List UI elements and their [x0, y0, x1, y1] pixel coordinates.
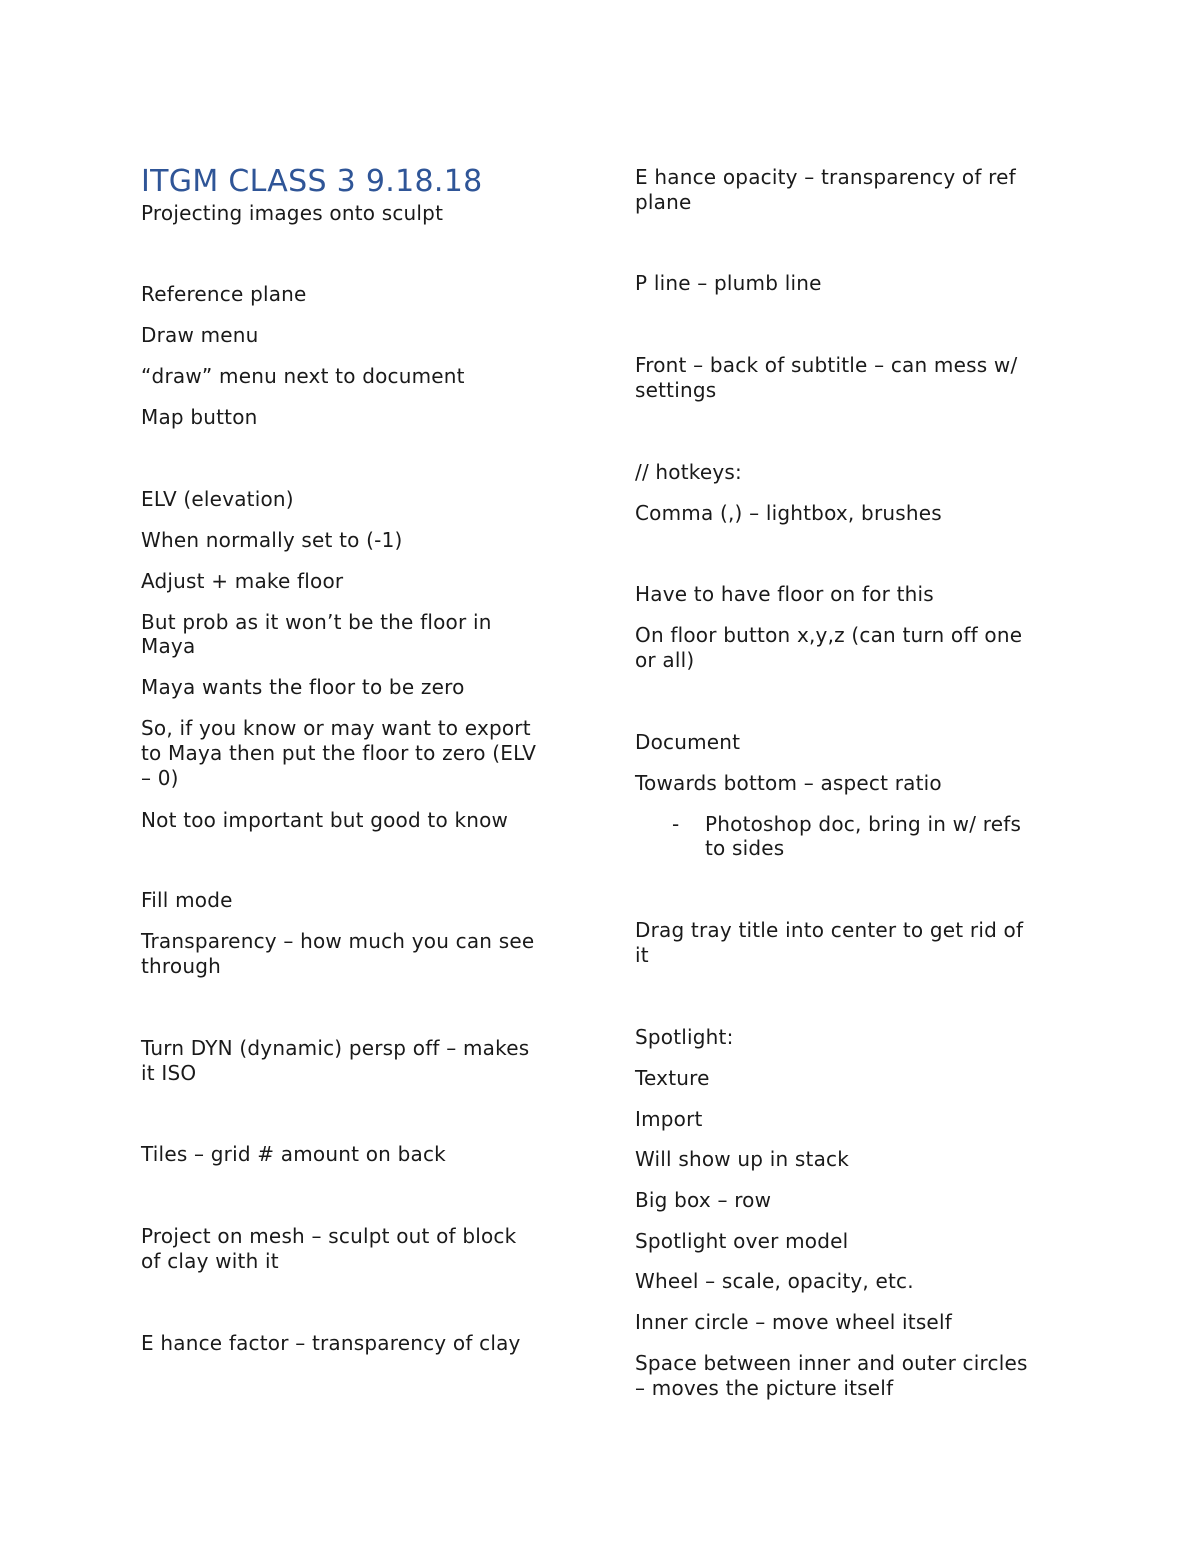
note-line: Draw menu [141, 323, 259, 347]
note-line: P line – plumb line [635, 271, 822, 295]
note-line: Wheel – scale, opacity, etc. [635, 1269, 914, 1293]
note-line: plane [635, 190, 692, 214]
note-line: Maya wants the floor to be zero [141, 675, 465, 699]
note-line: Turn DYN (dynamic) persp off – makes [141, 1036, 530, 1060]
note-line: Adjust + make floor [141, 569, 344, 593]
bullet-line: Photoshop doc, bring in w/ refs [705, 812, 1022, 836]
note-line: – 0) [141, 766, 179, 790]
note-line: it [635, 943, 649, 967]
note-line: // hotkeys: [635, 460, 742, 484]
note-line: When normally set to (-1) [141, 528, 403, 552]
note-line: Drag tray title into center to get rid of [635, 918, 1024, 942]
note-line: Reference plane [141, 282, 307, 306]
note-line: of clay with it [141, 1249, 279, 1273]
note-line: Will show up in stack [635, 1147, 850, 1171]
note-line: Have to have floor on for this [635, 582, 934, 606]
bullet-line: to sides [705, 836, 785, 860]
note-line: Import [635, 1107, 703, 1131]
note-line: Towards bottom – aspect ratio [635, 771, 942, 795]
note-line: “draw” menu next to document [141, 364, 465, 388]
subtitle-line: Projecting images onto sculpt [141, 201, 444, 225]
note-line: Inner circle – move wheel itself [635, 1310, 952, 1334]
note-line: ELV (elevation) [141, 487, 294, 511]
note-line: Transparency – how much you can see [141, 929, 535, 953]
note-line: or all) [635, 648, 695, 672]
note-line: it ISO [141, 1061, 197, 1085]
note-line: Front – back of subtitle – can mess w/ [635, 353, 1018, 377]
note-line: Fill mode [141, 888, 233, 912]
note-line: Tiles – grid # amount on back [141, 1142, 446, 1166]
note-line: Texture [635, 1066, 710, 1090]
note-line: E hance factor – transparency of clay [141, 1331, 521, 1355]
note-line: Comma (,) – lightbox, brushes [635, 501, 942, 525]
document-title: ITGM CLASS 3 9.18.18 [141, 164, 483, 199]
note-line: But prob as it won’t be the floor in [141, 610, 492, 634]
note-line: Spotlight over model [635, 1229, 849, 1253]
bullet-marker: - [672, 812, 680, 836]
note-line: through [141, 954, 221, 978]
note-line: On floor button x,y,z (can turn off one [635, 623, 1023, 647]
note-line: Spotlight: [635, 1025, 734, 1049]
note-line: Maya [141, 634, 196, 658]
note-line: So, if you know or may want to export [141, 716, 531, 740]
note-line: E hance opacity – transparency of ref [635, 165, 1016, 189]
note-line: Space between inner and outer circles [635, 1351, 1028, 1375]
note-line: Big box – row [635, 1188, 772, 1212]
note-line: Document [635, 730, 741, 754]
note-line: – moves the picture itself [635, 1376, 894, 1400]
note-line: Map button [141, 405, 258, 429]
note-line: Project on mesh – sculpt out of block [141, 1224, 517, 1248]
note-line: to Maya then put the floor to zero (ELV [141, 741, 537, 765]
note-line: settings [635, 378, 717, 402]
note-line: Not too important but good to know [141, 808, 509, 832]
